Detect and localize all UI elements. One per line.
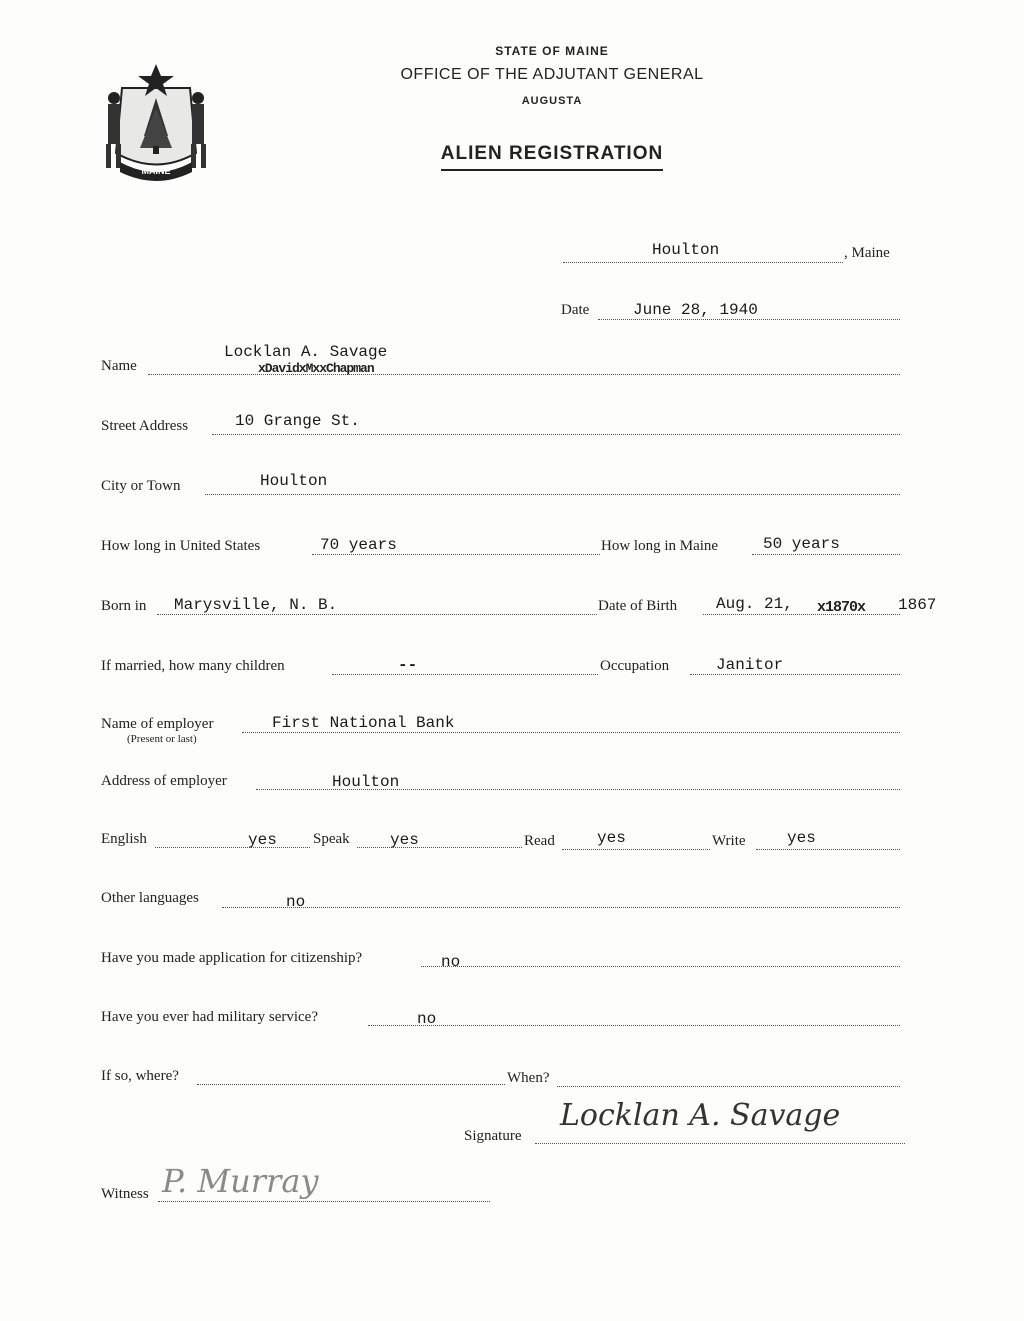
years-maine-line xyxy=(752,554,900,555)
form-title: ALIEN REGISTRATION xyxy=(40,143,1024,171)
military-line xyxy=(368,1025,900,1026)
employer-value: First National Bank xyxy=(272,714,455,732)
read-value: yes xyxy=(597,829,626,847)
dob-struck-text: x1870x xyxy=(817,599,866,616)
years-maine-value: 50 years xyxy=(763,535,840,553)
where-line xyxy=(197,1084,505,1085)
other-languages-line xyxy=(222,907,900,908)
occupation-label: Occupation xyxy=(600,658,670,674)
dob-line xyxy=(703,614,900,615)
speak-value: yes xyxy=(390,831,419,849)
name-struck-text: xDavidxMxxChapman xyxy=(258,361,374,376)
city-heading: AUGUSTA xyxy=(521,95,583,107)
when-label: When? xyxy=(507,1070,550,1086)
children-line xyxy=(332,674,598,675)
english-label: English xyxy=(101,831,147,847)
street-line xyxy=(212,434,900,435)
state-heading: STATE OF MAINE xyxy=(495,44,609,58)
born-in-value: Marysville, N. B. xyxy=(174,596,338,614)
name-label: Name xyxy=(101,358,137,374)
signature-label: Signature xyxy=(464,1128,522,1144)
other-languages-value: no xyxy=(286,893,306,911)
speak-label: Speak xyxy=(313,831,350,847)
english-line xyxy=(155,847,310,848)
employer-address-value: Houlton xyxy=(332,773,400,791)
witness-signature: P. Murray xyxy=(162,1162,319,1200)
speak-line xyxy=(357,847,522,848)
svg-text:MAINE: MAINE xyxy=(141,166,171,176)
location-state-label: , Maine xyxy=(844,245,890,261)
children-label: If married, how many children xyxy=(101,658,285,674)
street-label: Street Address xyxy=(101,418,189,434)
employer-label: Name of employer xyxy=(101,716,214,732)
other-languages-label: Other languages xyxy=(101,890,199,906)
write-value: yes xyxy=(787,829,816,847)
occupation-line xyxy=(690,674,900,675)
signature-line xyxy=(535,1143,905,1144)
years-us-line xyxy=(312,554,600,555)
born-in-line xyxy=(157,614,597,615)
read-line xyxy=(562,849,710,850)
citizenship-line xyxy=(421,966,900,967)
location-line xyxy=(563,262,843,263)
city-line xyxy=(205,494,900,495)
born-in-label: Born in xyxy=(101,598,147,614)
city-value: Houlton xyxy=(260,472,328,490)
citizenship-label: Have you made application for citizenship? xyxy=(101,950,363,966)
name-value: Locklan A. Savage xyxy=(224,343,388,361)
employer-address-label: Address of employer xyxy=(101,773,227,789)
employer-sublabel: (Present or last) xyxy=(127,733,197,745)
dob-label: Date of Birth xyxy=(598,598,678,614)
office-heading: OFFICE OF THE ADJUTANT GENERAL xyxy=(400,66,704,83)
years-us-label: How long in United States xyxy=(101,538,261,554)
english-value: yes xyxy=(248,831,277,849)
date-value: June 28, 1940 xyxy=(633,301,758,319)
location-town: Houlton xyxy=(652,241,720,259)
where-label: If so, where? xyxy=(101,1068,179,1084)
military-label: Have you ever had military service? xyxy=(101,1009,318,1025)
city-label: City or Town xyxy=(101,478,181,494)
witness-label: Witness xyxy=(101,1186,149,1202)
citizenship-value: no xyxy=(441,953,461,971)
witness-line xyxy=(158,1201,490,1202)
occupation-value: Janitor xyxy=(716,656,784,674)
dob-value: Aug. 21, xyxy=(716,595,793,613)
military-value: no xyxy=(417,1010,437,1028)
years-maine-label: How long in Maine xyxy=(601,538,719,554)
write-label: Write xyxy=(712,833,746,849)
dob-corrected-value: 1867 xyxy=(898,596,937,614)
applicant-signature: Locklan A. Savage xyxy=(560,1098,841,1133)
street-value: 10 Grange St. xyxy=(235,412,360,430)
when-line xyxy=(557,1086,900,1087)
children-value: -- xyxy=(398,656,418,674)
write-line xyxy=(756,849,900,850)
employer-line xyxy=(242,732,900,733)
read-label: Read xyxy=(524,833,555,849)
years-us-value: 70 years xyxy=(320,536,397,554)
date-line xyxy=(598,319,900,320)
date-label: Date xyxy=(561,302,590,318)
